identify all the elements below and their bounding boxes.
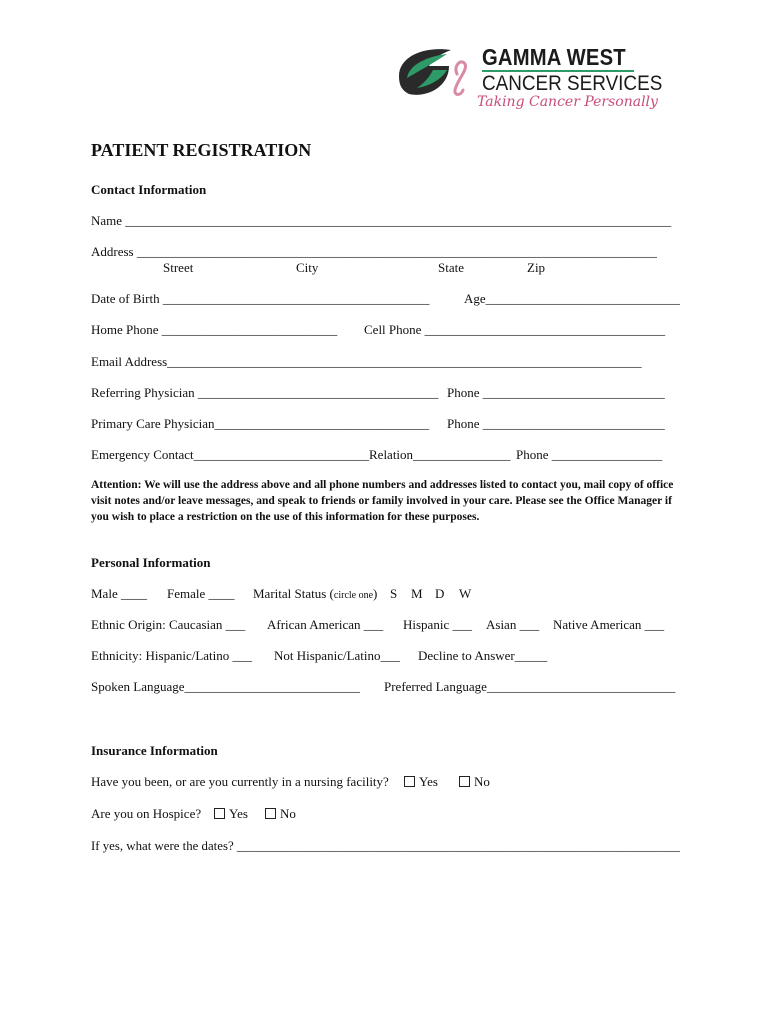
- marital-option-married[interactable]: M: [411, 586, 423, 601]
- address-field[interactable]: Address ________________________________________________________________________________: [91, 244, 657, 259]
- decline-to-answer-field[interactable]: Decline to Answer_____: [418, 648, 548, 663]
- address-street-label: Street: [163, 260, 194, 275]
- asian-field[interactable]: Asian ___: [486, 617, 540, 632]
- gamma-west-leaf-icon: [395, 44, 475, 104]
- nursing-yes-option[interactable]: Yes: [404, 774, 438, 790]
- email-field[interactable]: Email Address_________________________________________________________________________: [91, 354, 642, 369]
- nursing-no-option[interactable]: No: [459, 774, 490, 790]
- male-field[interactable]: Male ____: [91, 586, 147, 601]
- hospice-dates-field[interactable]: If yes, what were the dates? _____________________________________________________________________: [91, 838, 680, 853]
- hospice-no-option[interactable]: No: [265, 806, 296, 822]
- gamma-west-logo: [395, 42, 663, 122]
- ethnic-origin-caucasian-field[interactable]: Ethnic Origin: Caucasian ___: [91, 617, 246, 632]
- contact-heading: Contact Information: [91, 182, 207, 197]
- page-title: PATIENT REGISTRATION: [91, 140, 312, 160]
- nursing-facility-question: Have you been, or are you currently in a nursing facility?: [91, 774, 389, 789]
- logo-tagline: Taking Cancer Personally: [477, 94, 658, 110]
- hospice-question: Are you on Hospice?: [91, 806, 202, 821]
- home-phone-field[interactable]: Home Phone ___________________________: [91, 322, 338, 337]
- hispanic-field[interactable]: Hispanic ___: [403, 617, 472, 632]
- checkbox-icon[interactable]: [404, 776, 415, 787]
- referring-physician-phone-field[interactable]: Phone ____________________________: [447, 385, 665, 400]
- not-hispanic-field[interactable]: Not Hispanic/Latino___: [274, 648, 401, 663]
- spoken-language-field[interactable]: Spoken Language___________________________: [91, 679, 361, 694]
- marital-status-note: circle one: [333, 590, 374, 601]
- checkbox-icon[interactable]: [265, 808, 276, 819]
- hospice-yes-option[interactable]: Yes: [214, 806, 248, 822]
- cell-phone-field[interactable]: Cell Phone _____________________________________: [364, 322, 666, 337]
- primary-care-physician-field[interactable]: Primary Care Physician_________________________________: [91, 416, 429, 431]
- native-american-field[interactable]: Native American ___: [553, 617, 665, 632]
- address-state-label: State: [438, 260, 464, 275]
- emergency-phone-field[interactable]: Phone _________________: [516, 447, 663, 462]
- marital-status-label: Marital Status (circle one): [253, 586, 378, 601]
- checkbox-icon[interactable]: [459, 776, 470, 787]
- preferred-language-field[interactable]: Preferred Language_____________________________: [384, 679, 676, 694]
- ethnicity-hispanic-field[interactable]: Ethnicity: Hispanic/Latino ___: [91, 648, 253, 663]
- marital-option-divorced[interactable]: D: [435, 586, 445, 601]
- referring-physician-field[interactable]: Referring Physician _____________________________________: [91, 385, 439, 400]
- personal-heading: Personal Information: [91, 555, 211, 570]
- address-zip-label: Zip: [527, 260, 546, 275]
- marital-option-single[interactable]: S: [390, 586, 398, 601]
- logo-brand-subtitle: CANCER SERVICES: [482, 72, 663, 95]
- name-field[interactable]: Name ____________________________________________________________________________________: [91, 213, 672, 228]
- african-american-field[interactable]: African American ___: [267, 617, 384, 632]
- female-field[interactable]: Female ____: [167, 586, 235, 601]
- date-of-birth-field[interactable]: Date of Birth _________________________________________: [91, 291, 430, 306]
- marital-option-widowed[interactable]: W: [459, 586, 472, 601]
- emergency-contact-field[interactable]: Emergency Contact___________________________: [91, 447, 370, 462]
- attention-notice: Attention: We will use the address above and all phone numbers and addresses listed to contact you, mail copy of office visit notes and/or leave messages, and speak to friends or family involved in your care. Please see the Office Manager if you wish to place a restriction on the use of this information for these purposes.: [91, 479, 674, 523]
- insurance-heading: Insurance Information: [91, 743, 218, 758]
- logo-brand-name: GAMMA WEST: [482, 44, 626, 70]
- checkbox-icon[interactable]: [214, 808, 225, 819]
- primary-care-phone-field[interactable]: Phone ____________________________: [447, 416, 665, 431]
- relation-field[interactable]: Relation_______________: [369, 447, 511, 462]
- age-field[interactable]: Age______________________________: [464, 291, 681, 306]
- address-city-label: City: [296, 260, 319, 275]
